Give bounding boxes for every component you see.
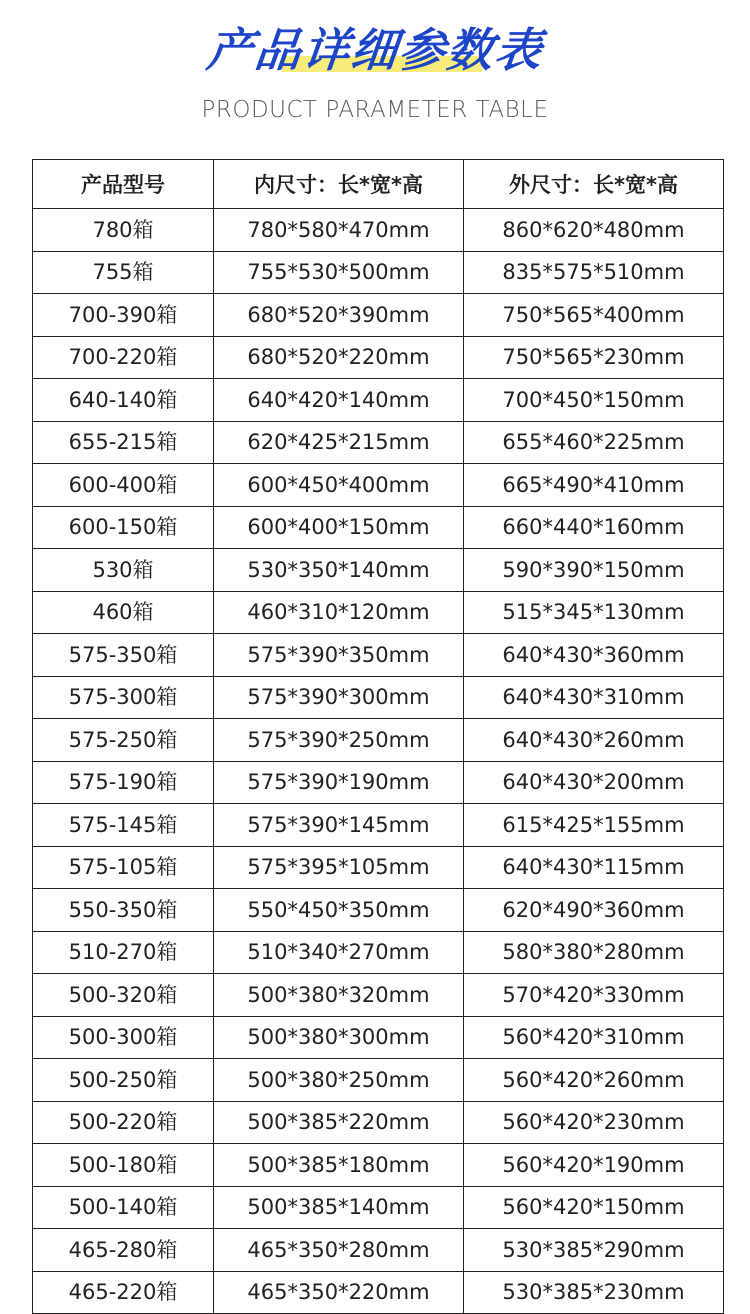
page-subtitle: PRODUCT PARAMETER TABLE: [201, 97, 549, 123]
model-cell: 600-150箱: [33, 506, 214, 549]
outer-size-cell: 640*430*310mm: [464, 676, 724, 719]
inner-size-cell: 575*390*300mm: [214, 676, 464, 719]
table-row: [33, 761, 724, 804]
model-cell: 510-270箱: [33, 931, 214, 974]
outer-size-cell: 640*430*115mm: [464, 846, 724, 889]
inner-size-cell: 500*385*220mm: [214, 1101, 464, 1144]
outer-size-cell: 660*440*160mm: [464, 506, 724, 549]
page-title: 产品详细参数表: [204, 23, 546, 77]
model-cell: 550-350箱: [33, 889, 214, 932]
outer-size-cell: 560*420*230mm: [464, 1101, 724, 1144]
outer-size-cell: 750*565*230mm: [464, 336, 724, 379]
outer-size-cell: 580*380*280mm: [464, 931, 724, 974]
model-cell: 500-300箱: [33, 1016, 214, 1059]
outer-size-cell: 665*490*410mm: [464, 464, 724, 507]
table-row: [33, 1271, 724, 1314]
model-cell: 500-220箱: [33, 1101, 214, 1144]
table-row: [33, 1059, 724, 1102]
outer-size-cell: 560*420*190mm: [464, 1144, 724, 1187]
table-row: [33, 549, 724, 592]
inner-size-cell: 510*340*270mm: [214, 931, 464, 974]
outer-size-cell: 835*575*510mm: [464, 251, 724, 294]
model-cell: 780箱: [33, 209, 214, 252]
table-row: [33, 719, 724, 762]
outer-size-cell: 860*620*480mm: [464, 209, 724, 252]
outer-size-cell: 560*420*260mm: [464, 1059, 724, 1102]
model-cell: 575-105箱: [33, 846, 214, 889]
table-row: [33, 591, 724, 634]
outer-size-cell: 615*425*155mm: [464, 804, 724, 847]
page-header: [0, 0, 750, 158]
inner-size-cell: 500*380*250mm: [214, 1059, 464, 1102]
outer-size-cell: 590*390*150mm: [464, 549, 724, 592]
parameter-table: [32, 159, 724, 1314]
inner-size-cell: 465*350*280mm: [214, 1229, 464, 1272]
title-wrap: [0, 22, 750, 78]
model-cell: 575-250箱: [33, 719, 214, 762]
model-cell: 700-220箱: [33, 336, 214, 379]
table-row: [33, 379, 724, 422]
table-row: [33, 209, 724, 252]
inner-size-cell: 500*385*140mm: [214, 1186, 464, 1229]
model-cell: 640-140箱: [33, 379, 214, 422]
inner-size-cell: 600*450*400mm: [214, 464, 464, 507]
table-row: [33, 1016, 724, 1059]
column-header-outer-size: 外尺寸：长*宽*高: [464, 160, 724, 209]
inner-size-cell: 465*350*220mm: [214, 1271, 464, 1314]
model-cell: 575-190箱: [33, 761, 214, 804]
model-cell: 655-215箱: [33, 421, 214, 464]
model-cell: 465-280箱: [33, 1229, 214, 1272]
outer-size-cell: 640*430*200mm: [464, 761, 724, 804]
outer-size-cell: 530*385*290mm: [464, 1229, 724, 1272]
inner-size-cell: 575*390*145mm: [214, 804, 464, 847]
outer-size-cell: 570*420*330mm: [464, 974, 724, 1017]
table-row: [33, 634, 724, 677]
inner-size-cell: 575*395*105mm: [214, 846, 464, 889]
inner-size-cell: 530*350*140mm: [214, 549, 464, 592]
inner-size-cell: 680*520*390mm: [214, 294, 464, 337]
outer-size-cell: 640*430*360mm: [464, 634, 724, 677]
inner-size-cell: 575*390*350mm: [214, 634, 464, 677]
table-row: [33, 1101, 724, 1144]
outer-size-cell: 620*490*360mm: [464, 889, 724, 932]
model-cell: 500-250箱: [33, 1059, 214, 1102]
table-header-row: [33, 160, 724, 209]
model-cell: 500-140箱: [33, 1186, 214, 1229]
outer-size-cell: 560*420*150mm: [464, 1186, 724, 1229]
model-cell: 700-390箱: [33, 294, 214, 337]
inner-size-cell: 780*580*470mm: [214, 209, 464, 252]
table-row: [33, 506, 724, 549]
model-cell: 500-180箱: [33, 1144, 214, 1187]
table-row: [33, 1229, 724, 1272]
table-row: [33, 1144, 724, 1187]
inner-size-cell: 640*420*140mm: [214, 379, 464, 422]
table-row: [33, 294, 724, 337]
table-row: [33, 464, 724, 507]
table-row: [33, 336, 724, 379]
outer-size-cell: 750*565*400mm: [464, 294, 724, 337]
model-cell: 530箱: [33, 549, 214, 592]
outer-size-cell: 530*385*230mm: [464, 1271, 724, 1314]
inner-size-cell: 755*530*500mm: [214, 251, 464, 294]
inner-size-cell: 500*380*300mm: [214, 1016, 464, 1059]
model-cell: 575-300箱: [33, 676, 214, 719]
inner-size-cell: 575*390*190mm: [214, 761, 464, 804]
outer-size-cell: 515*345*130mm: [464, 591, 724, 634]
table-row: [33, 1186, 724, 1229]
inner-size-cell: 460*310*120mm: [214, 591, 464, 634]
table-row: [33, 251, 724, 294]
inner-size-cell: 500*385*180mm: [214, 1144, 464, 1187]
inner-size-cell: 620*425*215mm: [214, 421, 464, 464]
model-cell: 460箱: [33, 591, 214, 634]
outer-size-cell: 640*430*260mm: [464, 719, 724, 762]
table-row: [33, 676, 724, 719]
table-row: [33, 421, 724, 464]
inner-size-cell: 575*390*250mm: [214, 719, 464, 762]
model-cell: 575-350箱: [33, 634, 214, 677]
model-cell: 755箱: [33, 251, 214, 294]
outer-size-cell: 655*460*225mm: [464, 421, 724, 464]
model-cell: 575-145箱: [33, 804, 214, 847]
parameter-table-wrap: [32, 159, 723, 1314]
inner-size-cell: 600*400*150mm: [214, 506, 464, 549]
model-cell: 500-320箱: [33, 974, 214, 1017]
inner-size-cell: 680*520*220mm: [214, 336, 464, 379]
outer-size-cell: 700*450*150mm: [464, 379, 724, 422]
table-row: [33, 931, 724, 974]
inner-size-cell: 550*450*350mm: [214, 889, 464, 932]
inner-size-cell: 500*380*320mm: [214, 974, 464, 1017]
table-row: [33, 846, 724, 889]
model-cell: 465-220箱: [33, 1271, 214, 1314]
column-header-inner-size: 内尺寸：长*宽*高: [214, 160, 464, 209]
outer-size-cell: 560*420*310mm: [464, 1016, 724, 1059]
column-header-model: 产品型号: [33, 160, 214, 209]
table-row: [33, 804, 724, 847]
model-cell: 600-400箱: [33, 464, 214, 507]
table-row: [33, 974, 724, 1017]
table-body: [33, 209, 724, 1314]
table-row: [33, 889, 724, 932]
